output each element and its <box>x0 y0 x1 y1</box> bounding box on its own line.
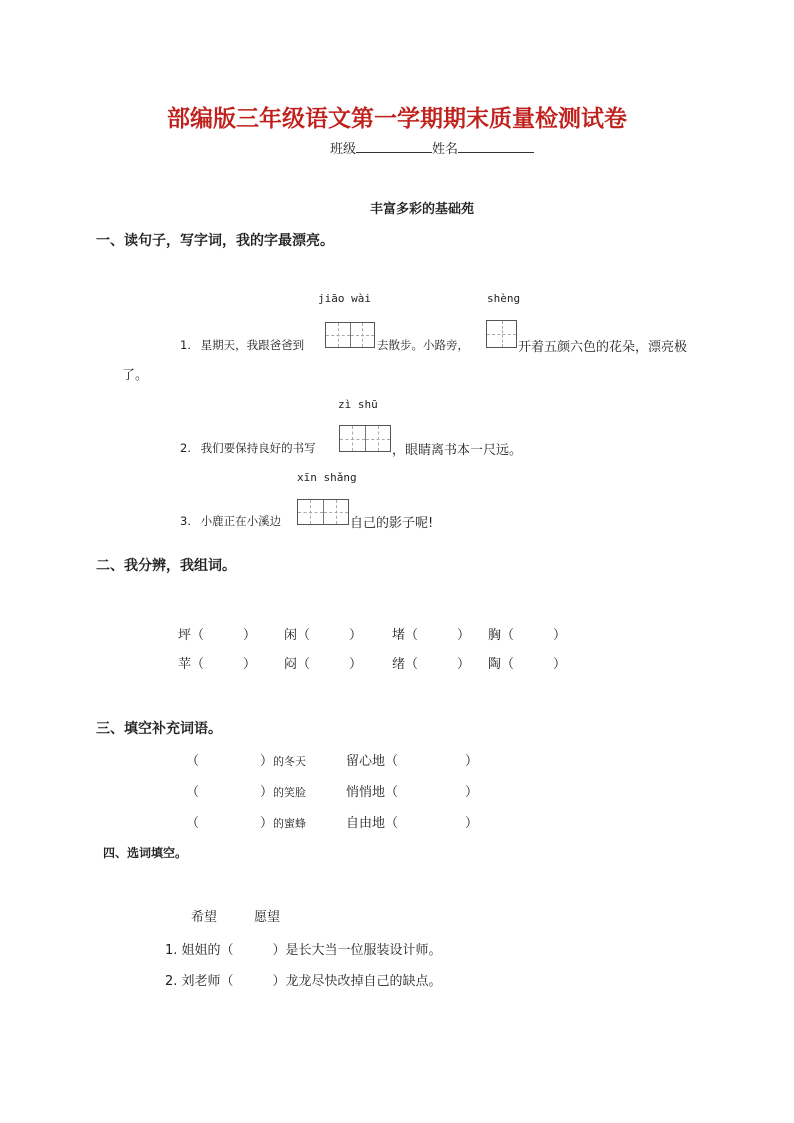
phrase-blank[interactable]: 自由地（ <box>346 816 399 831</box>
q4-word-1: 希望 <box>191 910 218 925</box>
word-blank[interactable]: 堵（ ） <box>392 628 471 643</box>
q4-heading: 四、选词填空。 <box>103 846 188 860</box>
class-label: 班级 <box>330 142 357 157</box>
q4-sentence-1: 1. 姐姐的（ ）是长大当一位服装设计师。 <box>165 943 442 958</box>
sentence-number: 1. <box>180 338 191 352</box>
answer-grid-xinshang[interactable] <box>297 499 349 525</box>
q1-pinyin-1b: shèng <box>487 292 521 305</box>
q3-row-1 <box>186 750 478 769</box>
word-blank[interactable]: 闷（ ） <box>284 657 363 672</box>
paren-close: ） <box>260 816 274 831</box>
sentence-number: 3. <box>180 514 191 528</box>
name-blank[interactable] <box>458 139 534 153</box>
phrase-blank[interactable]: 留心地（ <box>346 754 399 769</box>
sentence-text: 小鹿正在小溪边 <box>200 514 282 528</box>
q1-heading: 一、读句子，写字词，我的字最漂亮。 <box>96 233 334 249</box>
name-label: 姓名 <box>432 142 459 157</box>
grid-cell[interactable] <box>351 323 375 347</box>
answer-grid-sheng[interactable] <box>486 320 517 348</box>
grid-cell[interactable] <box>326 323 351 347</box>
q2-heading: 二、我分辨，我组词。 <box>96 558 236 574</box>
grid-cell[interactable] <box>298 500 324 524</box>
paren-open[interactable]: （ <box>186 785 200 800</box>
q4-word-2: 愿望 <box>254 910 281 925</box>
paren-open[interactable]: （ <box>186 816 200 831</box>
class-name-line <box>330 138 534 157</box>
phrase-text: 的冬天 <box>273 755 307 768</box>
phrase-text: 的蜜蜂 <box>273 817 307 830</box>
q3-row-3 <box>186 812 478 831</box>
word-blank[interactable]: 闲（ ） <box>284 628 363 643</box>
section-title: 丰富多彩的基础苑 <box>370 202 475 217</box>
phrase-blank[interactable]: 悄悄地（ <box>346 785 399 800</box>
word-blank[interactable]: 胸（ ） <box>488 628 567 643</box>
q1-pinyin-1a: jiāo wài <box>318 292 371 305</box>
paren-close: ） <box>260 754 274 769</box>
q2-row-1 <box>178 624 566 643</box>
grid-cell[interactable] <box>487 321 516 347</box>
q1-sentence-1 <box>180 337 304 353</box>
paren-close: ） <box>465 816 479 831</box>
sentence-text: 星期天，我跟爸爸到 <box>200 338 305 352</box>
word-blank[interactable]: 陶（ ） <box>488 657 567 672</box>
q1-sentence-1-after: 开着五颜六色的花朵，漂亮极 <box>518 340 688 355</box>
q1-pinyin-3: xīn shǎng <box>297 471 357 484</box>
phrase-text: 的笑脸 <box>273 786 307 799</box>
q1-sentence-2-after: ，眼睛离书本一尺远。 <box>392 443 523 458</box>
q1-sentence-1-mid: 去散步。小路旁， <box>377 338 469 352</box>
answer-grid-zishu[interactable] <box>339 425 391 452</box>
paren-open[interactable]: （ <box>186 754 200 769</box>
q1-pinyin-2: zì shū <box>338 398 378 411</box>
answer-grid-jiaowai[interactable] <box>325 322 375 348</box>
q1-sentence-1-cont: 了。 <box>122 368 149 383</box>
grid-cell[interactable] <box>340 426 366 451</box>
grid-cell[interactable] <box>366 426 391 451</box>
q1-sentence-2 <box>180 440 316 456</box>
paren-close: ） <box>260 785 274 800</box>
sentence-number: 2. <box>180 441 191 455</box>
q3-heading: 三、填空补充词语。 <box>96 721 222 737</box>
word-blank[interactable]: 绪（ ） <box>392 657 471 672</box>
paren-close: ） <box>465 785 479 800</box>
word-blank[interactable]: 坪（ ） <box>178 628 257 643</box>
q4-sentence-2: 2. 刘老师（ ）龙龙尽快改掉自己的缺点。 <box>165 974 442 989</box>
sentence-text: 我们要保持良好的书写 <box>200 441 316 455</box>
page-title: 部编版三年级语文第一学期期末质量检测试卷 <box>167 106 627 132</box>
grid-cell[interactable] <box>324 500 349 524</box>
q3-row-2 <box>186 781 478 800</box>
q1-sentence-3 <box>180 513 281 529</box>
word-blank[interactable]: 苹（ ） <box>178 657 257 672</box>
class-blank[interactable] <box>356 139 432 153</box>
q2-row-2 <box>178 653 566 672</box>
q1-sentence-3-after: 自己的影子呢! <box>350 516 434 531</box>
paren-close: ） <box>465 754 479 769</box>
